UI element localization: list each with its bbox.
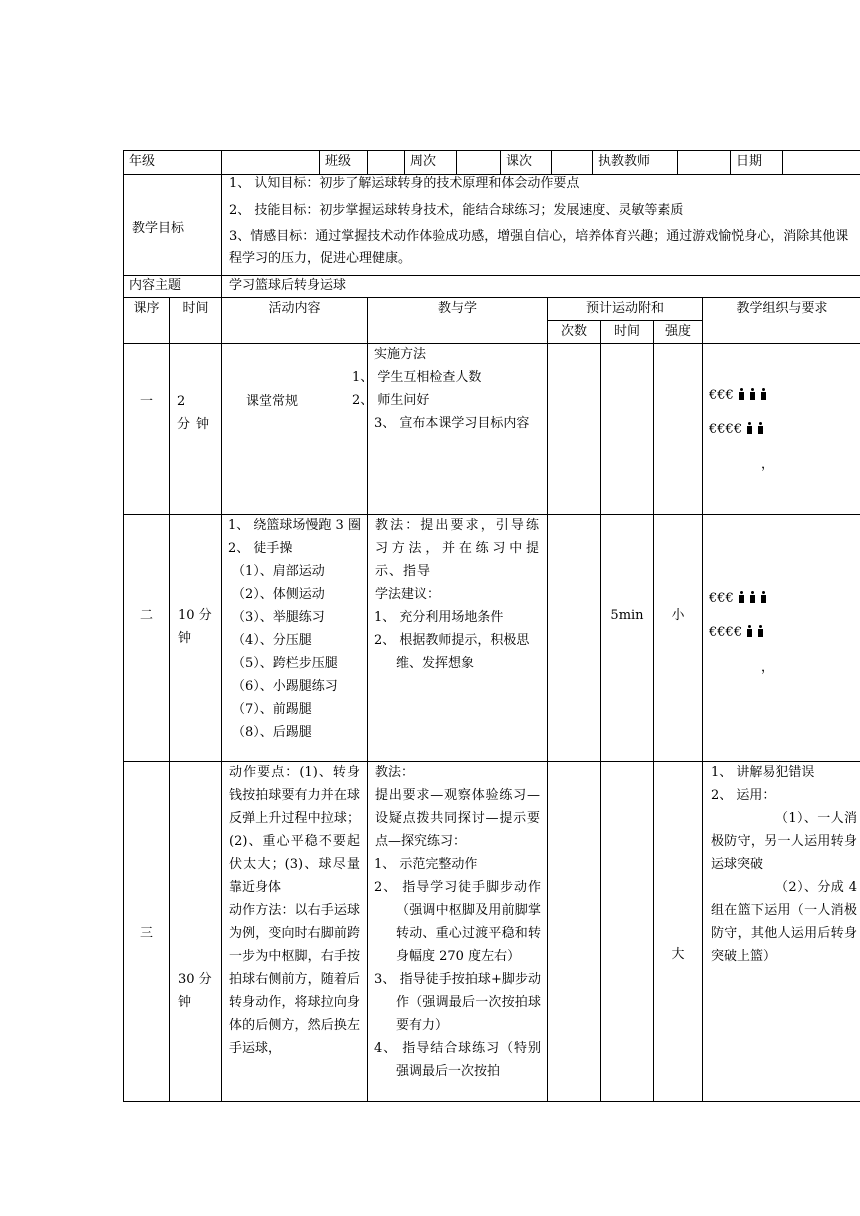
org-sub-item: （1）、一人消极防守，另一人运用转身运球突破 bbox=[711, 811, 857, 872]
topic-row bbox=[123, 275, 860, 298]
person-icon bbox=[760, 591, 767, 603]
teach-title: 教法： bbox=[375, 765, 415, 780]
objectives-row bbox=[123, 173, 860, 276]
section-duration: 5min bbox=[601, 514, 654, 761]
org-sub-item: （2）、分成 4 组在篮下运用（一人消极防守，其他人运用后转身突破上篮） bbox=[711, 880, 857, 964]
teach-item: 3、 宣布本课学习目标内容 bbox=[374, 416, 530, 431]
grade-value[interactable] bbox=[222, 151, 320, 174]
section-time: 10 分钟 bbox=[170, 514, 222, 761]
objective-item: 3、情感目标：通过掌握技术动作体验成功感，增强自信心，培养体育兴趣；通过游戏愉悦身心，消除其他课程学习的压力，促进心理健康。 bbox=[229, 229, 849, 266]
col-count: 次数 bbox=[548, 321, 601, 343]
section-teach bbox=[368, 761, 548, 1101]
section-activity bbox=[222, 761, 368, 1101]
topic-value: 学习篮球后转身运球 bbox=[229, 278, 347, 293]
learn-item: 2、 根据教师提示，积极思维、发挥想象 bbox=[374, 633, 530, 671]
person-icon bbox=[746, 422, 753, 434]
objectives-label: 教学目标 bbox=[132, 221, 185, 236]
activity-item: （7）、前踢腿 bbox=[232, 702, 312, 717]
teach-item: 4、 指导结合球练习（特别强调最后一次按拍 bbox=[374, 1041, 541, 1079]
section-time: 2 分钟 bbox=[170, 343, 222, 514]
teach-intro: 提出要求—观察体验练习—设疑点拨共同探讨—提示要点—探究练习： bbox=[375, 788, 540, 849]
activity-item: （8）、后踢腿 bbox=[232, 725, 312, 740]
section-row-1 bbox=[123, 343, 860, 515]
section-teach bbox=[352, 343, 548, 514]
activity-text: 动作方法：以右手运球为例，变向时右脚前跨一步为中枢脚，右手按拍球右侧前方，随着后转身动作，将球拉向身体的后侧方，然后换左手运球， bbox=[229, 903, 360, 1056]
col-time: 时间 bbox=[170, 297, 222, 343]
formation-row: €€€€ bbox=[703, 622, 764, 644]
section-organization bbox=[703, 343, 860, 514]
section-duration bbox=[601, 761, 654, 1101]
activity-item: （2）、体侧运动 bbox=[232, 587, 325, 602]
teacher-value[interactable] bbox=[678, 151, 731, 174]
formation-row: €€€ bbox=[703, 385, 767, 407]
column-header-row bbox=[123, 297, 860, 344]
formation-row: €€€€ bbox=[703, 419, 764, 441]
section-row-3 bbox=[123, 761, 860, 1102]
formation-row: €€€ bbox=[703, 588, 767, 610]
activity-item: （5）、跨栏步压腿 bbox=[232, 656, 338, 671]
section-order: 三 bbox=[124, 761, 170, 1101]
person-icon bbox=[757, 625, 764, 637]
person-icon bbox=[738, 388, 745, 400]
col-teach-learn: 教与学 bbox=[368, 297, 548, 343]
formation-mark: ， bbox=[761, 660, 775, 675]
teach-item: 1、 学生互相检查人数 bbox=[352, 370, 482, 385]
objective-item: 2、 技能目标：初步掌握运球转身技术，能结合球练习；发展速度、灵敏等素质 bbox=[229, 203, 684, 218]
activity-item: （6）、小踢腿练习 bbox=[232, 679, 338, 694]
learn-item: 1、 充分利用场地条件 bbox=[374, 610, 504, 625]
formation-mark: ， bbox=[761, 457, 775, 472]
class-value[interactable] bbox=[368, 151, 405, 174]
activity-item: （1）、肩部运动 bbox=[232, 564, 325, 579]
section-intensity: 小 bbox=[654, 514, 703, 761]
org-item: 1、 讲解易犯错误 bbox=[711, 765, 815, 780]
date-value[interactable] bbox=[783, 151, 860, 174]
section-time: 30 分钟 bbox=[170, 761, 222, 1101]
week-value[interactable] bbox=[457, 151, 501, 174]
col-activity: 活动内容 bbox=[222, 297, 368, 343]
section-organization bbox=[703, 761, 860, 1101]
teach-item: 3、 指导徒手按拍球+脚步动作（强调最后一次按拍球要有力） bbox=[374, 972, 541, 1033]
teacher-label: 执教教师 bbox=[593, 151, 678, 174]
section-intensity: 大 bbox=[654, 761, 703, 1101]
objective-item: 1、 认知目标：初步了解运球转身的技术原理和体会动作要点 bbox=[229, 176, 580, 191]
person-icon bbox=[757, 422, 764, 434]
person-icon bbox=[749, 591, 756, 603]
teach-item: 2、 指导学习徒手脚步动作（强调中枢脚及用前脚掌转动、重心过渡平稳和转身幅度 270 度左右） bbox=[374, 880, 541, 964]
lesson-label: 课次 bbox=[501, 151, 552, 174]
section-duration bbox=[601, 343, 654, 514]
section-count bbox=[548, 343, 601, 514]
activity-item: （3）、举腿练习 bbox=[232, 610, 325, 625]
activity-item: （4）、分压腿 bbox=[232, 633, 312, 648]
learn-title: 学法建议： bbox=[375, 587, 441, 602]
col-load: 预计运动附和 bbox=[548, 297, 702, 321]
class-label: 班级 bbox=[320, 151, 368, 174]
date-label: 日期 bbox=[731, 151, 783, 174]
section-order: 二 bbox=[124, 514, 170, 761]
teach-item: 2、 师生问好 bbox=[352, 393, 430, 408]
person-icon bbox=[760, 388, 767, 400]
section-count bbox=[548, 761, 601, 1101]
org-item: 2、 运用： bbox=[711, 788, 776, 803]
col-organization: 教学组织与要求 bbox=[736, 301, 828, 316]
person-icon bbox=[746, 625, 753, 637]
teach-title: 实施方法 bbox=[374, 347, 427, 362]
lesson-value[interactable] bbox=[552, 151, 593, 174]
topic-label: 内容主题 bbox=[124, 275, 222, 297]
teach-item: 1、 示范完整动作 bbox=[374, 857, 478, 872]
section-activity bbox=[222, 514, 368, 761]
activity-item: 2、 徒手操 bbox=[228, 541, 293, 556]
objectives-content bbox=[222, 173, 860, 275]
activity-text: 动作要点：(1)、转身钱按拍球要有力并在球反弹上升过程中拉球；(2)、重心平稳不要起伏太大；(3)、球尽量靠近身体 bbox=[229, 765, 360, 895]
col-order: 课序 bbox=[124, 297, 170, 343]
col-duration: 时间 bbox=[601, 321, 654, 343]
week-label: 周次 bbox=[405, 151, 457, 174]
section-organization bbox=[703, 514, 860, 761]
grade-label: 年级 bbox=[124, 151, 222, 174]
activity-item: 1、 绕篮球场慢跑 3 圈 bbox=[228, 518, 361, 533]
objectives-label-cell bbox=[124, 173, 222, 275]
section-order: 一 bbox=[124, 343, 170, 514]
person-icon bbox=[749, 388, 756, 400]
teach-text: 教法：提出要求，引导练习方法，并在练习中提示、指导 bbox=[375, 518, 540, 579]
section-count bbox=[548, 514, 601, 761]
col-load-group bbox=[548, 297, 703, 343]
person-icon bbox=[738, 591, 745, 603]
section-intensity bbox=[654, 343, 703, 514]
section-activity: 课堂常规 bbox=[222, 343, 368, 514]
section-row-2 bbox=[123, 514, 860, 762]
section-teach bbox=[368, 514, 548, 761]
col-intensity: 强度 bbox=[664, 324, 691, 339]
